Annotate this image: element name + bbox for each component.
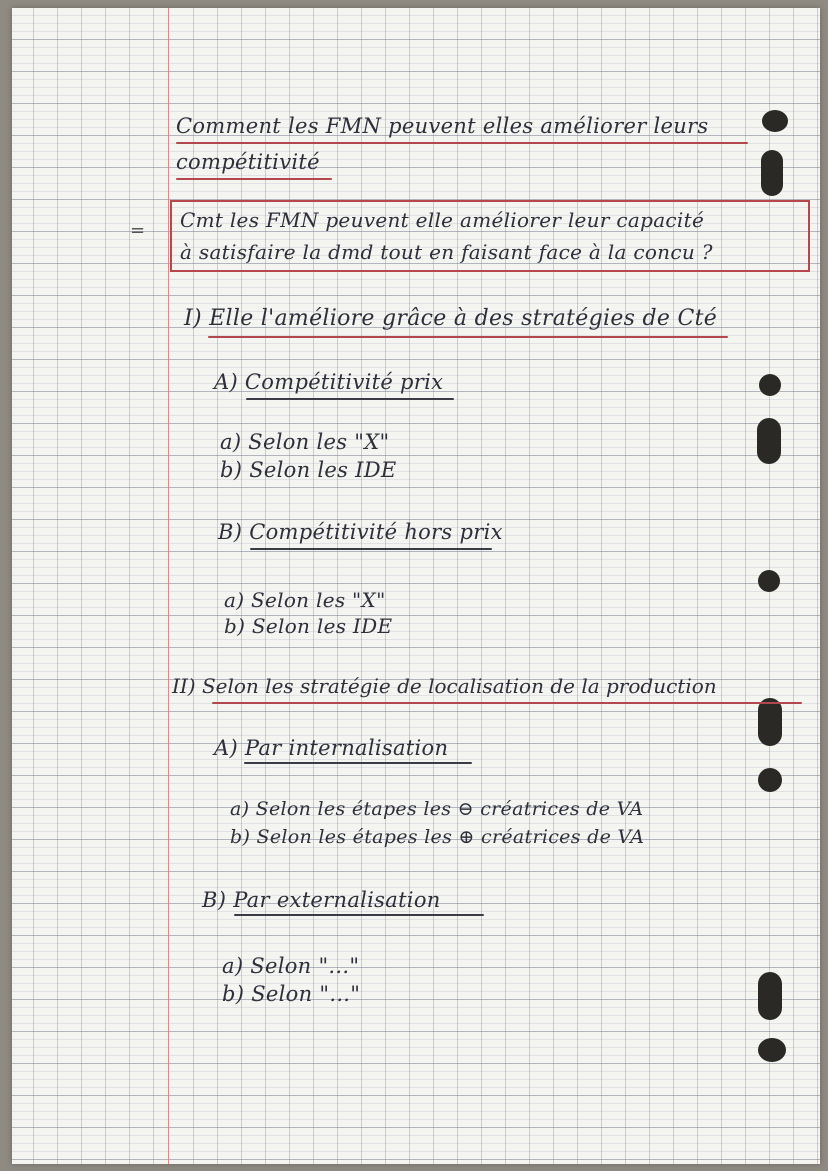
part2-heading: II) Selon les stratégie de localisation de la production — [172, 674, 717, 698]
question-line-1: Cmt les FMN peuvent elle améliorer leur capacité — [180, 208, 705, 232]
heading-underline — [246, 398, 454, 400]
list-item: a) Selon les "X" — [220, 430, 390, 454]
heading-underline — [234, 914, 484, 916]
heading-underline — [212, 702, 802, 704]
list-item: b) Selon les IDE — [220, 458, 397, 482]
list-item: a) Selon les "X" — [224, 588, 386, 612]
page-title-line-2: compétitivité — [176, 150, 320, 174]
heading-underline — [244, 762, 472, 764]
heading-underline — [250, 548, 492, 550]
question-line-2: à satisfaire la dmd tout en faisant face à la concu ? — [180, 240, 713, 264]
part2-sectionA-heading: A) Par internalisation — [214, 736, 449, 760]
punch-hole — [759, 374, 781, 396]
page-title-line-1: Comment les FMN peuvent elles améliorer leurs — [176, 114, 709, 138]
part2-sectionB-heading: B) Par externalisation — [202, 888, 441, 912]
part1-sectionB-heading: B) Compétitivité hors prix — [218, 520, 503, 544]
notebook-sheet — [12, 8, 820, 1164]
punch-hole — [757, 418, 781, 464]
list-item: a) Selon les étapes les ⊖ créatrices de VA — [230, 798, 644, 820]
part1-sectionA-heading: A) Compétitivité prix — [214, 370, 444, 394]
part1-heading: I) Elle l'améliore grâce à des stratégies de Cté — [184, 306, 718, 331]
list-item: b) Selon les étapes les ⊕ créatrices de VA — [230, 826, 645, 848]
punch-hole — [758, 698, 782, 746]
list-item: b) Selon "..." — [222, 982, 361, 1006]
punch-hole — [758, 768, 782, 792]
heading-underline — [208, 336, 728, 338]
title-underline — [176, 178, 332, 180]
punch-hole — [762, 110, 788, 132]
punch-hole — [761, 150, 783, 196]
margin-line — [168, 8, 169, 1164]
punch-hole — [758, 1038, 786, 1062]
equals-sign: = — [130, 220, 146, 241]
list-item: a) Selon "..." — [222, 954, 360, 978]
title-underline — [176, 142, 748, 144]
punch-hole — [758, 972, 782, 1020]
list-item: b) Selon les IDE — [224, 614, 393, 638]
punch-hole — [758, 570, 780, 592]
